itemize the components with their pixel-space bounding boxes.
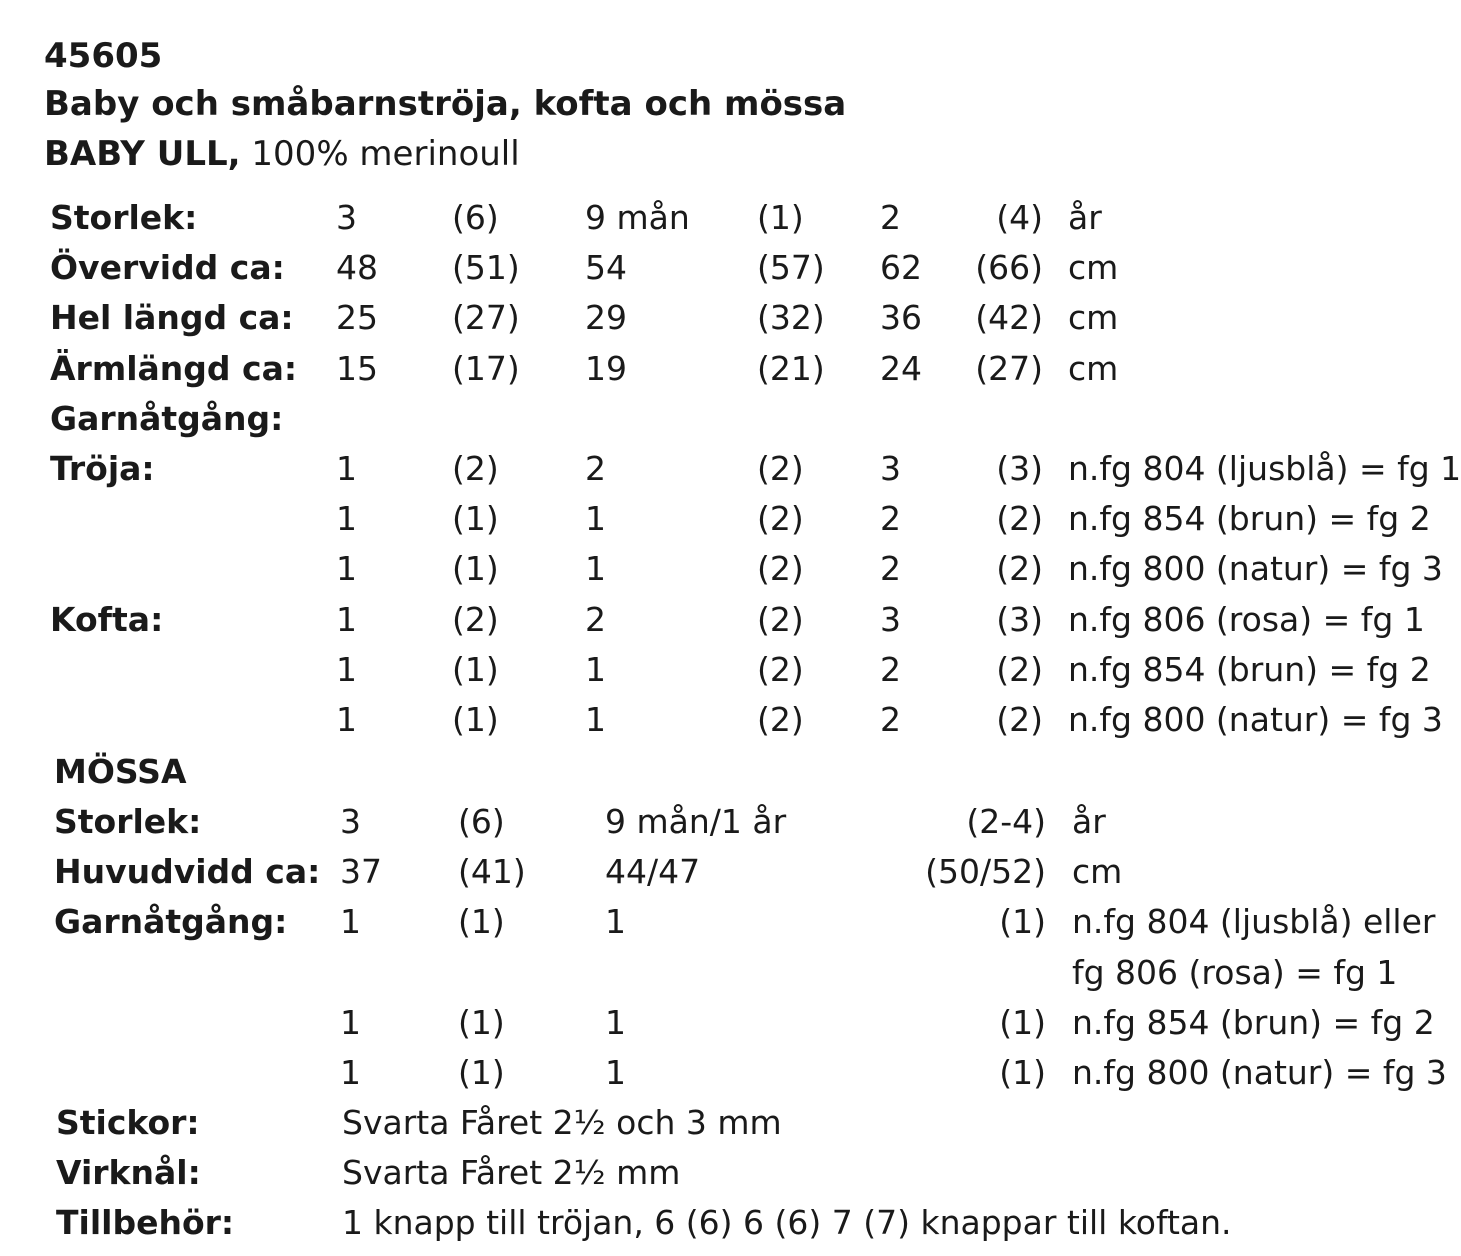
row-label: Garnåtgång: bbox=[54, 902, 288, 941]
size-value: (6) bbox=[452, 198, 499, 237]
size-value: 2 bbox=[880, 650, 901, 689]
size-value: 1 bbox=[605, 902, 626, 941]
size-value: 2 bbox=[585, 600, 606, 639]
row-label: Hel längd ca: bbox=[50, 298, 294, 337]
unit-text: n.fg 804 (ljusblå) = fg 1 bbox=[1068, 449, 1461, 488]
size-value: 1 bbox=[336, 449, 357, 488]
unit-text: år bbox=[1072, 802, 1106, 841]
pattern-title: Baby och småbarnströja, kofta och mössa bbox=[44, 84, 847, 124]
size-value: 62 bbox=[880, 248, 922, 287]
unit-text: n.fg 800 (natur) = fg 3 bbox=[1072, 1053, 1447, 1092]
size-value: (2) bbox=[452, 600, 499, 639]
size-value: 1 bbox=[585, 499, 606, 538]
size-value: 9 mån bbox=[585, 198, 690, 237]
row-label: Garnåtgång: bbox=[50, 399, 284, 438]
size-value: (2) bbox=[757, 499, 804, 538]
size-value: 3 bbox=[340, 802, 361, 841]
size-value: (21) bbox=[757, 349, 825, 388]
unit-text: cm bbox=[1068, 248, 1119, 287]
size-value: 1 bbox=[605, 1003, 626, 1042]
unit-text: cm bbox=[1068, 349, 1119, 388]
size-value: 1 bbox=[585, 650, 606, 689]
size-value: 3 bbox=[880, 600, 901, 639]
unit-text: n.fg 800 (natur) = fg 3 bbox=[1068, 700, 1443, 739]
yarn-name: BABY ULL, bbox=[44, 134, 241, 174]
size-value: 24 bbox=[880, 349, 922, 388]
size-value: (1) bbox=[458, 1003, 505, 1042]
size-value: 29 bbox=[585, 298, 627, 337]
size-value: (1) bbox=[452, 549, 499, 588]
unit-text: n.fg 804 (ljusblå) eller bbox=[1072, 902, 1436, 941]
size-value: (2) bbox=[996, 549, 1043, 588]
size-value: 19 bbox=[585, 349, 627, 388]
size-value: (27) bbox=[975, 349, 1043, 388]
size-value: (42) bbox=[975, 298, 1043, 337]
size-value: (2-4) bbox=[966, 802, 1046, 841]
unit-text: år bbox=[1068, 198, 1102, 237]
size-value: 37 bbox=[340, 852, 382, 891]
yarn-description: 100% merinoull bbox=[240, 134, 520, 174]
row-label: Kofta: bbox=[50, 600, 164, 639]
size-value: 1 bbox=[336, 600, 357, 639]
size-value: 2 bbox=[880, 700, 901, 739]
size-value: 2 bbox=[880, 198, 901, 237]
size-value: 1 bbox=[340, 1003, 361, 1042]
size-value: (3) bbox=[996, 449, 1043, 488]
size-value: (2) bbox=[996, 700, 1043, 739]
size-value: (1) bbox=[999, 902, 1046, 941]
size-value: (6) bbox=[458, 802, 505, 841]
size-value: (41) bbox=[458, 852, 526, 891]
size-value: 1 bbox=[336, 549, 357, 588]
size-value: (1) bbox=[452, 700, 499, 739]
size-value: 36 bbox=[880, 298, 922, 337]
size-value: (66) bbox=[975, 248, 1043, 287]
size-value: 1 bbox=[605, 1053, 626, 1092]
footer-label: Virknål: bbox=[56, 1153, 201, 1192]
size-value: 1 bbox=[340, 1053, 361, 1092]
size-value: 2 bbox=[585, 449, 606, 488]
size-value: (1) bbox=[999, 1053, 1046, 1092]
pattern-number: 45605 bbox=[44, 36, 163, 76]
unit-text: cm bbox=[1068, 298, 1119, 337]
footer-label: Tillbehör: bbox=[56, 1203, 235, 1242]
size-value: (2) bbox=[452, 449, 499, 488]
size-value: 3 bbox=[880, 449, 901, 488]
size-value: 1 bbox=[585, 700, 606, 739]
size-value: (2) bbox=[996, 650, 1043, 689]
size-value: (2) bbox=[757, 650, 804, 689]
size-value: 1 bbox=[340, 902, 361, 941]
size-value: (57) bbox=[757, 248, 825, 287]
size-value: (1) bbox=[458, 902, 505, 941]
size-value: (4) bbox=[996, 198, 1043, 237]
size-value: (2) bbox=[757, 549, 804, 588]
row-label: Storlek: bbox=[50, 198, 198, 237]
size-value: 1 bbox=[336, 700, 357, 739]
row-label: Ärmlängd ca: bbox=[50, 349, 298, 388]
row-label: Huvudvidd ca: bbox=[54, 852, 321, 891]
unit-text: fg 806 (rosa) = fg 1 bbox=[1072, 953, 1398, 992]
size-value: (2) bbox=[996, 499, 1043, 538]
unit-text: n.fg 854 (brun) = fg 2 bbox=[1068, 650, 1431, 689]
size-value: 25 bbox=[336, 298, 378, 337]
size-value: (1) bbox=[458, 1053, 505, 1092]
footer-text: Svarta Fåret 2½ mm bbox=[342, 1153, 681, 1192]
footer-text: 1 knapp till tröjan, 6 (6) 6 (6) 7 (7) knappar till koftan. bbox=[342, 1203, 1232, 1242]
size-value: 54 bbox=[585, 248, 627, 287]
section-heading: MÖSSA bbox=[54, 752, 187, 791]
size-value: 2 bbox=[880, 499, 901, 538]
unit-text: n.fg 854 (brun) = fg 2 bbox=[1072, 1003, 1435, 1042]
row-label: Tröja: bbox=[50, 449, 155, 488]
size-value: (1) bbox=[757, 198, 804, 237]
size-value: (3) bbox=[996, 600, 1043, 639]
unit-text: cm bbox=[1072, 852, 1123, 891]
size-value: (50/52) bbox=[925, 852, 1046, 891]
size-value: (1) bbox=[999, 1003, 1046, 1042]
footer-text: Svarta Fåret 2½ och 3 mm bbox=[342, 1103, 782, 1142]
size-value: 48 bbox=[336, 248, 378, 287]
unit-text: n.fg 854 (brun) = fg 2 bbox=[1068, 499, 1431, 538]
size-value: (32) bbox=[757, 298, 825, 337]
size-value: 44/47 bbox=[605, 852, 701, 891]
footer-label: Stickor: bbox=[56, 1103, 200, 1142]
size-value: (51) bbox=[452, 248, 520, 287]
size-value: 3 bbox=[336, 198, 357, 237]
size-value: (2) bbox=[757, 449, 804, 488]
size-value: 2 bbox=[880, 549, 901, 588]
unit-text: n.fg 806 (rosa) = fg 1 bbox=[1068, 600, 1425, 639]
unit-text: n.fg 800 (natur) = fg 3 bbox=[1068, 549, 1443, 588]
size-value: 15 bbox=[336, 349, 378, 388]
size-value: (1) bbox=[452, 499, 499, 538]
size-value: 9 mån/1 år bbox=[605, 802, 787, 841]
size-value: 1 bbox=[336, 499, 357, 538]
size-value: 1 bbox=[336, 650, 357, 689]
row-label: Övervidd ca: bbox=[50, 248, 285, 287]
size-value: 1 bbox=[585, 549, 606, 588]
size-value: (1) bbox=[452, 650, 499, 689]
size-value: (17) bbox=[452, 349, 520, 388]
row-label: Storlek: bbox=[54, 802, 202, 841]
size-value: (2) bbox=[757, 700, 804, 739]
size-value: (2) bbox=[757, 600, 804, 639]
size-value: (27) bbox=[452, 298, 520, 337]
